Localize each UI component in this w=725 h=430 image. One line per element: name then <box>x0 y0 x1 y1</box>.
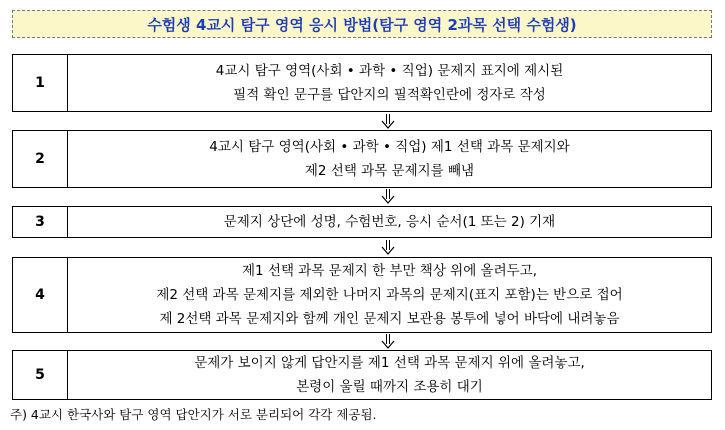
step-number: 4 <box>13 258 68 332</box>
step-description <box>68 131 711 187</box>
step-4 <box>12 257 712 333</box>
footnote: 주) 4교시 한국사와 탐구 영역 답안지가 서로 분리되어 각각 제공됨. <box>10 407 377 422</box>
step-number: 5 <box>13 351 68 399</box>
double-down-arrow-icon <box>380 113 396 129</box>
step-line: 제2 선택 과목 문제지를 제외한 나머지 과목의 문제지(표지 포함)는 반으로 접어 <box>156 287 623 303</box>
step-line: 제1 선택 과목 문제지 한 부만 책상 위에 올려두고, <box>242 263 537 279</box>
step-line: 4교시 탐구 영역(사회 • 과학 • 직업) 문제지 표지에 제시된 <box>215 63 564 79</box>
step-number: 1 <box>13 55 68 111</box>
step-description <box>68 55 711 111</box>
step-number: 3 <box>13 207 68 237</box>
step-line: 제 2선택 과목 문제지와 함께 개인 문제지 보관용 봉투에 넣어 바닥에 내려놓음 <box>159 311 620 327</box>
double-down-arrow-icon <box>380 333 396 349</box>
step-description <box>68 351 711 399</box>
double-down-arrow-icon <box>380 239 396 255</box>
step-line: 4교시 탐구 영역(사회 • 과학 • 직업) 제1 선택 과목 문제지와 <box>209 139 570 155</box>
double-down-arrow-icon <box>380 188 396 204</box>
page-title-text: 수험생 4교시 탐구 영역 응시 방법(탐구 영역 2과목 선택 수험생) <box>147 15 577 34</box>
step-3 <box>12 206 712 238</box>
step-line: 문제가 보이지 않게 답안지를 제1 선택 과목 문제지 위에 올려놓고, <box>194 355 585 371</box>
step-5 <box>12 350 712 400</box>
step-description <box>68 207 711 237</box>
step-number: 2 <box>13 131 68 187</box>
step-line: 본령이 울릴 때까지 조용히 대기 <box>296 379 483 395</box>
page-title <box>12 10 712 38</box>
step-1 <box>12 54 712 112</box>
step-line: 문제지 상단에 성명, 수험번호, 응시 순서(1 또는 2) 기재 <box>223 214 556 230</box>
step-line: 필적 확인 문구를 답안지의 필적확인란에 정자로 작성 <box>233 87 546 103</box>
step-2 <box>12 130 712 188</box>
step-description <box>68 258 711 332</box>
step-line: 제2 선택 과목 문제지를 빼냄 <box>304 163 475 179</box>
